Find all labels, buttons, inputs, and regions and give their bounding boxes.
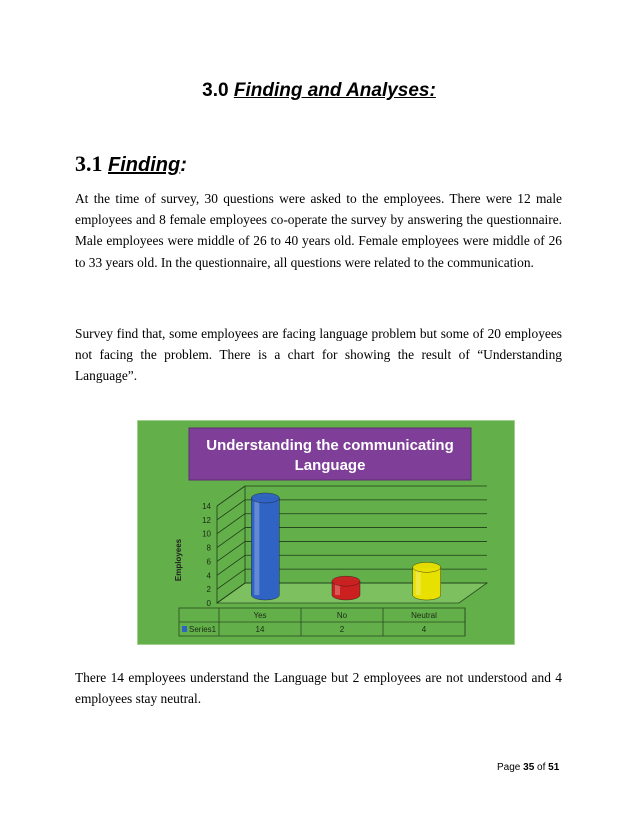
- paragraph-language-finding: Survey find that, some employees are facing language problem but some of 20 employees not facing the problem. There is a chart for showing the result of “Understanding Language”.: [75, 326, 562, 384]
- category-label: Neutral: [411, 611, 437, 620]
- category-label: No: [336, 611, 348, 620]
- section-heading: [0, 80, 638, 102]
- bar-highlight: [254, 498, 259, 595]
- y-tick-label: 8: [206, 543, 211, 553]
- subsection-heading: [75, 151, 187, 177]
- section-number: 3.0: [202, 80, 229, 101]
- y-tick-label: 0: [206, 599, 211, 608]
- y-tick-label: 14: [202, 502, 211, 511]
- legend-key: [182, 626, 187, 632]
- bar-top-cap: [332, 576, 360, 586]
- understanding-language-chart: [137, 420, 515, 645]
- paragraph-survey-overview: At the time of survey, 30 questions were asked to the employees. There were 12 male employees and 8 female employees co-operate the survey by answering the questionnaire. Male employees were middle of 26 to 40 years old. Female employees were middle of 26 to 33 years old. In the questionnaire, all questions were related to the communication.: [75, 191, 562, 270]
- data-value-label: 14: [255, 625, 265, 634]
- y-tick-label: 2: [206, 585, 211, 595]
- page-mid: of: [534, 762, 549, 773]
- page-footer: [497, 762, 559, 773]
- y-axis-label: Employees: [174, 538, 183, 582]
- bar-top-cap: [251, 493, 279, 503]
- chart-title-line2: Language: [294, 457, 366, 474]
- page-current: 35: [523, 762, 535, 773]
- data-value-label: 2: [339, 625, 345, 634]
- page-prefix: Page: [497, 762, 524, 773]
- legend-series-name: Series1: [189, 625, 217, 634]
- chart-title-line1: Understanding the communicating: [206, 437, 454, 454]
- y-tick-label: 4: [206, 571, 211, 581]
- subsection-colon: :: [180, 154, 187, 176]
- y-tick-label: 6: [206, 557, 211, 567]
- y-tick-label: 10: [202, 529, 211, 539]
- paragraph-result-summary: There 14 employees understand the Language but 2 employees are not understood and 4 employees stay neutral.: [75, 670, 562, 707]
- bar-top-cap: [413, 562, 441, 572]
- data-value-label: 4: [421, 625, 427, 634]
- subsection-number: 3.1: [75, 151, 103, 176]
- page-total: 51: [548, 762, 560, 773]
- y-tick-label: 12: [202, 515, 211, 525]
- category-label: Yes: [253, 611, 267, 620]
- subsection-heading-title: Finding: [108, 154, 181, 176]
- section-heading-title: Finding and Analyses:: [233, 80, 436, 101]
